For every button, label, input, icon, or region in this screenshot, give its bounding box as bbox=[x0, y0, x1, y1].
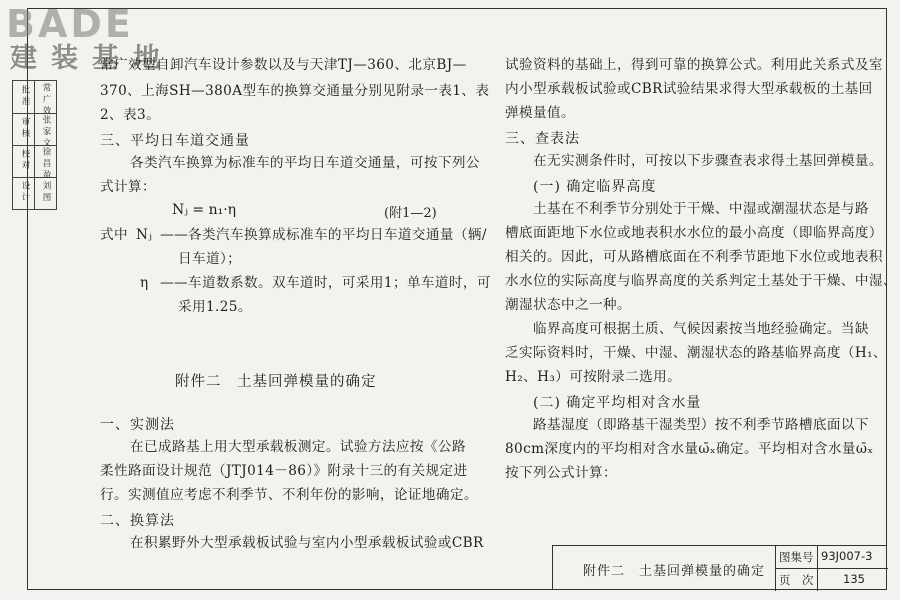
body-line: 按下列公式计算： bbox=[505, 465, 617, 481]
approval-role: 批准 bbox=[20, 85, 30, 108]
body-line: 弹模量值。 bbox=[505, 105, 575, 121]
body-line: 柔性路面设计规范（JTJ014－86）》附录十三的有关规定进 bbox=[100, 463, 468, 479]
subsection-heading: (二) 确定平均相对含水量 bbox=[533, 395, 702, 411]
body-line: 试验资料的基础上，得到可靠的换算公式。利用此关系式及室 bbox=[505, 57, 883, 73]
body-line: 式计算： bbox=[100, 179, 156, 195]
body-line: 在无实测条件时，可按以下步骤查表求得土基回弹模量。 bbox=[533, 153, 883, 169]
body-line: 370、上海SH—380A型车的换算交通量分别见附录一表1、表 bbox=[100, 83, 490, 99]
body-line: 水水位的实际高度与临界高度的关系判定土基处于干燥、中湿、 bbox=[505, 273, 897, 289]
definition-line: 日车道）； bbox=[178, 251, 242, 267]
section-heading: 一、实测法 bbox=[100, 417, 175, 433]
section-heading: 三、查表法 bbox=[505, 131, 580, 147]
body-line: 80cm深度内的平均相对含水量ω̄ₓ确定。平均相对含水量ω̄ₓ bbox=[505, 441, 874, 457]
definition-line: ——各类汽车换算成标准车的平均日车道交通量（辆/ bbox=[160, 227, 487, 243]
formula-number: (附1—2) bbox=[384, 206, 437, 221]
logo-brand: BADE bbox=[6, 2, 134, 46]
body-line: 临界高度可根据土质、气候因素按当地经验确定。当缺 bbox=[533, 321, 869, 337]
body-line: 2、表3。 bbox=[100, 107, 161, 123]
approval-signer: 常广效 bbox=[41, 83, 51, 118]
page-number: 135 bbox=[843, 572, 865, 586]
section-heading: 二、换算法 bbox=[100, 513, 175, 529]
formula: Nⱼ = n₁·η bbox=[172, 202, 237, 218]
definition-symbol: Nⱼ bbox=[136, 227, 153, 243]
approval-role: 设计 bbox=[20, 181, 30, 204]
body-line: H₂、H₃）可按附录二选用。 bbox=[505, 369, 682, 385]
body-line: 行。实测值应考虑不利季节、不利年份的影响，论证地确定。 bbox=[100, 487, 478, 503]
body-line: 常广效型自卸汽车设计参数以及与天津TJ—360、北京BJ— bbox=[100, 57, 467, 73]
approval-role: 审核 bbox=[20, 117, 30, 140]
page-label: 页 次 bbox=[779, 573, 814, 587]
definition-line: 采用1.25。 bbox=[178, 299, 252, 315]
body-line: 路基湿度（即路基干湿类型）按不利季节路槽底面以下 bbox=[533, 417, 869, 433]
approval-signer: 刘图 bbox=[41, 181, 51, 204]
body-line: 在积累野外大型承载板试验与室内小型承载板试验或CBR bbox=[130, 535, 484, 551]
atlas-label: 图集号 bbox=[779, 550, 814, 564]
section-heading: 三、平均日车道交通量 bbox=[100, 133, 250, 149]
body-line: 乏实际资料时，干燥、中湿、潮湿状态的路基临界高度（H₁、 bbox=[505, 345, 887, 361]
body-line: 内小型承载板试验或CBR试验结果求得大型承载板的土基回 bbox=[505, 81, 873, 97]
title-block-name: 附件二 土基回弹模量的确定 bbox=[583, 564, 766, 579]
approval-signer: 张家文 bbox=[41, 115, 51, 150]
where-label: 式中 bbox=[100, 227, 128, 243]
approval-signer: 徐昌盈 bbox=[41, 147, 51, 182]
body-line: 相关的。因此，可从路槽底面在不利季节距地下水位或地表积 bbox=[505, 249, 883, 265]
body-line: 潮湿状态中之一种。 bbox=[505, 297, 631, 313]
body-line: 各类汽车换算为标准车的平均日车道交通量，可按下列公 bbox=[130, 155, 480, 171]
logo-subtitle: 建装基地 bbox=[10, 43, 174, 74]
approval-table bbox=[12, 80, 57, 210]
body-line: 在已成路基上用大型承载板测定。试验方法应按《公路 bbox=[130, 439, 466, 455]
body-line: 土基在不利季节分别处于干燥、中湿或潮湿状态是与路 bbox=[533, 201, 869, 217]
approval-role: 校对 bbox=[20, 149, 30, 172]
body-line: 槽底面距地下水位或地表积水水位的最小高度（即临界高度） bbox=[505, 225, 883, 241]
appendix-title: 附件二 土基回弹模量的确定 bbox=[175, 374, 377, 390]
definition-symbol: η bbox=[140, 275, 149, 291]
atlas-number: 93J007-3 bbox=[821, 549, 873, 563]
subsection-heading: (一) 确定临界高度 bbox=[533, 179, 657, 195]
definition-line: ——车道数系数。双车道时，可采用1；单车道时，可 bbox=[160, 275, 491, 291]
title-block bbox=[552, 545, 887, 590]
